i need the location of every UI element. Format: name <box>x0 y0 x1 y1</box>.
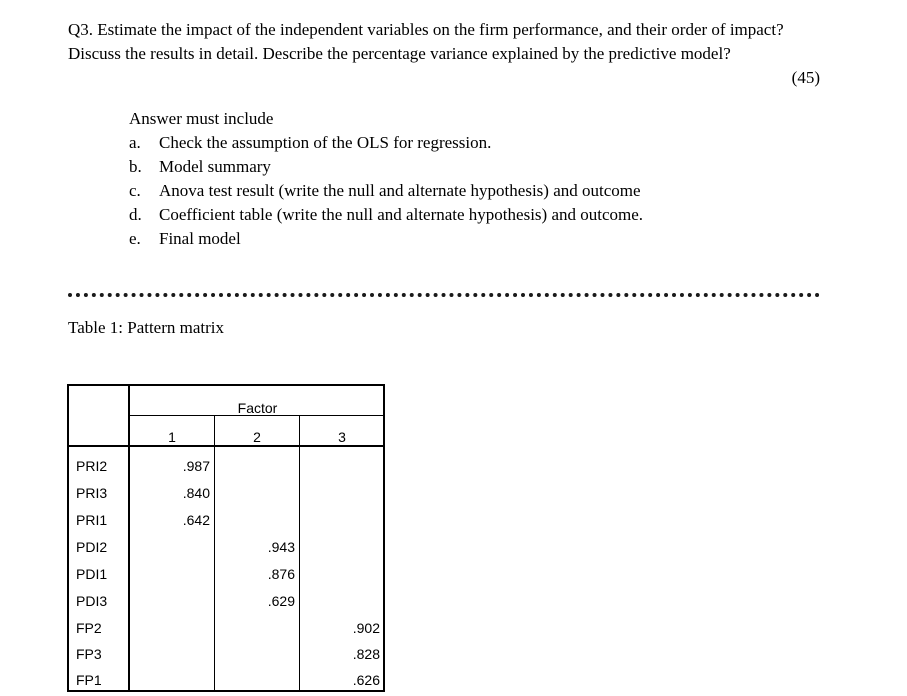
table-cell: .943 <box>267 539 295 555</box>
column-header: 2 <box>253 429 261 445</box>
pattern-matrix-table <box>67 384 385 692</box>
answer-item <box>129 131 643 155</box>
table-cell: .987 <box>182 458 210 474</box>
column-header: 3 <box>338 429 346 445</box>
answer-item-letter: a. <box>129 133 141 152</box>
row-label: PDI2 <box>76 539 108 555</box>
row-label: PDI1 <box>76 566 108 582</box>
row-label: PDI3 <box>76 593 108 609</box>
table-cell: .828 <box>352 646 380 662</box>
answer-item-letter: d. <box>129 205 142 224</box>
table-cell: .840 <box>182 485 210 501</box>
answer-item-text: Coefficient table (write the null and alternate hypothesis) and outcome. <box>159 205 644 224</box>
table-cell: .876 <box>267 566 295 582</box>
column-header: 1 <box>168 429 176 445</box>
dotted-divider <box>68 293 820 297</box>
table-title: Table 1: Pattern matrix <box>68 318 225 337</box>
answer-item-text: Final model <box>159 229 241 248</box>
table-cell: .626 <box>352 672 380 688</box>
answer-item-text: Check the assumption of the OLS for regression. <box>159 133 492 152</box>
table-cell: .629 <box>267 593 295 609</box>
answer-item <box>129 203 643 227</box>
answer-item-letter: c. <box>129 181 141 200</box>
row-label: FP1 <box>76 672 102 688</box>
answer-item <box>129 227 643 251</box>
question-marks: (45) <box>791 68 820 87</box>
answer-item-text: Anova test result (write the null and alternate hypothesis) and outcome <box>159 181 641 200</box>
question-text: Q3. Estimate the impact of the independent variables on the firm performance, and their order of impact? Discuss the results in detail. Describe the percentage variance explained by the predictive model? <box>68 20 784 63</box>
row-label: PRI1 <box>76 512 108 528</box>
answer-item-text: Model summary <box>159 157 271 176</box>
answer-item <box>129 179 643 203</box>
row-label: FP2 <box>76 620 102 636</box>
row-label: PRI3 <box>76 485 108 501</box>
factor-header: Factor <box>237 400 278 416</box>
answer-item-letter: b. <box>129 157 142 176</box>
table-cell: .902 <box>352 620 380 636</box>
table-cell: .642 <box>182 512 210 528</box>
answer-requirements <box>129 107 643 251</box>
answer-item <box>129 155 643 179</box>
row-label: FP3 <box>76 646 102 662</box>
answer-heading: Answer must include <box>129 109 274 128</box>
row-label: PRI2 <box>76 458 108 474</box>
answer-item-letter: e. <box>129 229 141 248</box>
